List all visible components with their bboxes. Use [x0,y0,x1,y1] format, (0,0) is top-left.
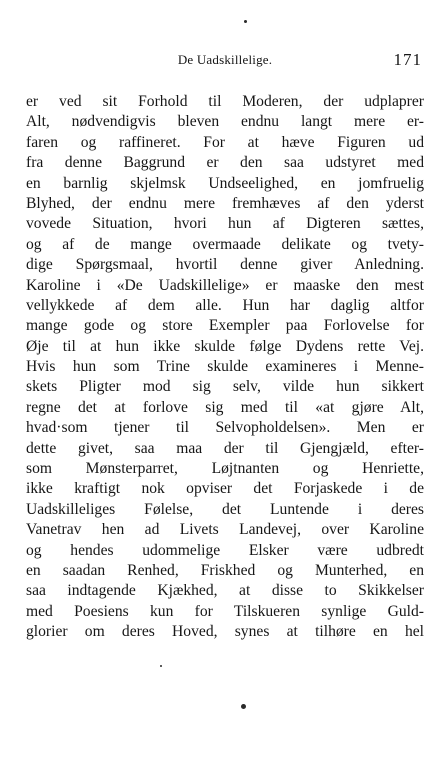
text-line: er ved sit Forhold til Moderen, der udplaprer [26,93,424,110]
page-number: 171 [393,50,422,69]
body-text [26,92,424,643]
text-line: ikke kraftigt nok opviser det Forjaskede i de [26,480,424,498]
ink-speck [244,20,247,23]
text-line: regne det at forlove sig med til «at gjøre Alt, [26,398,424,416]
text-line: Vanetrav hen ad Livets Landevej, over Karoline [26,521,424,539]
text-line: Blyhed, der endnu mere fremhæves af den yderst [26,194,424,212]
running-head [26,50,424,72]
text-line: faren og raffineret. For at hæve Figuren ud [26,133,424,151]
text-line: Alt, nødvendigvis bleven endnu langt mere er- [26,113,424,131]
text-line: saa indtagende Kjækhed, at disse to Skikkelser [26,582,424,600]
text-line: mange gode og store Exempler paa Forlovelse for [26,317,424,335]
text-line: med Poesiens kun for Tilskueren synlige Guld- [26,602,424,620]
text-line: Uadskilleliges Følelse, det Luntende i deres [26,500,424,518]
text-line: en saadan Renhed, Friskhed og Munterhed, en [26,561,424,579]
text-line: og hendes udommelige Elsker være udbredt [26,541,424,559]
text-line: glorier om deres Hoved, synes at tilhøre en hel [26,623,424,641]
text-line: vovede Situation, hvori hun af Digteren sættes, [26,215,424,233]
text-line: hvad·som tjener til Selvopholdelsen». Men er [26,419,424,437]
text-line: skets Pligter mod sig selv, vilde hun sikkert [26,378,424,396]
text-line: Karoline i «De Uadskillelige» er maaske den mest [26,276,424,294]
text-line: dette givet, saa maa der til Gjengjæld, efter- [26,439,424,457]
text-line: fra denne Baggrund er den saa udstyret med [26,154,424,172]
running-title: De Uadskillelige. [177,52,273,67]
text-line: som Mønsterparret, Løjtnanten og Henriette, [26,460,424,478]
text-line: Øje til at hun ikke skulde følge Dydens rette Vej. [26,337,424,355]
text-line: en barnlig skjelmsk Undseelighed, en jomfruelig [26,174,424,192]
text-line: vellykkede af dem alle. Hun har daglig altfor [26,296,424,314]
ink-speck [160,665,162,667]
text-line: og af de mange overmaade delikate og tvety- [26,235,424,253]
ink-speck [241,704,246,709]
text-line: Hvis hun som Trine skulde examineres i Menne- [26,358,424,376]
text-line: dige Spørgsmaal, hvortil denne giver Anledning. [26,256,424,274]
